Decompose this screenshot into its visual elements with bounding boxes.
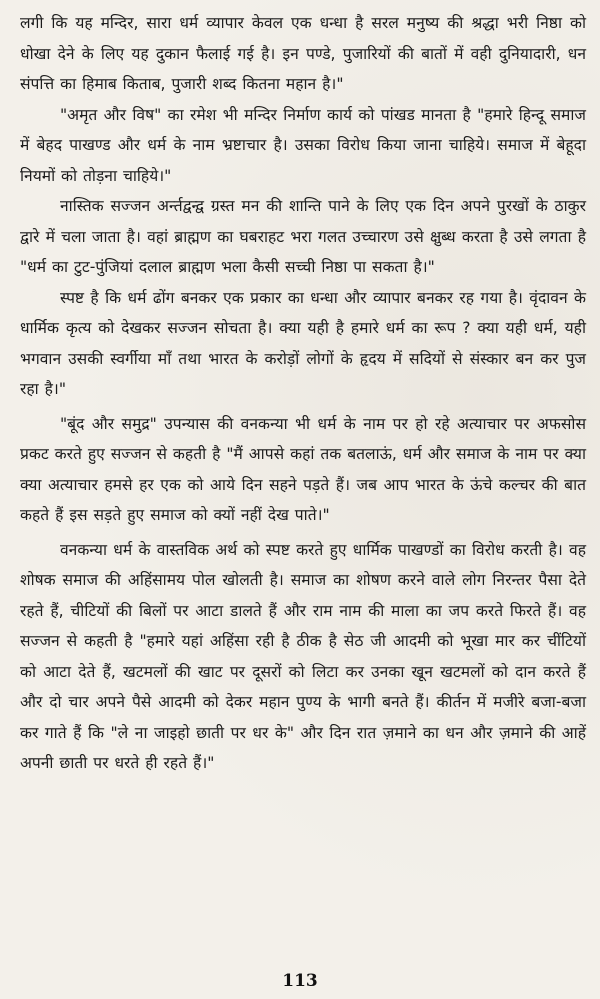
paragraph-3: नास्तिक सज्जन अर्न्तद्वन्द्व ग्रस्त मन की शान्ति पाने के लिए एक दिन अपने पुरखों के ठाकुर द्वारे में चला जाता है। वहां ब्राह्मण का घबराहट भरा गलत उच्चारण उसे क्षुब्ध करता है उसे लगता है "धर्म का टुट-पुंजियां दलाल ब्राह्मण भला कैसी सच्ची निष्ठा पा सकता है।" (20, 197, 586, 276)
paragraph-1: लगी कि यह मन्दिर, सारा धर्म व्यापार केवल एक धन्धा है सरल मनुष्य की श्रद्धा भरी निष्ठा को धोखा देने के लिए यह दुकान फैलाई गई है। इन पण्डे, पुजारियों की बातों में वही दुनियादारी, धन संपत्ति का हिमाब किताब, पुजारी शब्द कितना महान है।" (20, 14, 586, 93)
page-number: 113 (282, 971, 318, 991)
paragraph-5: "बूंद और समुद्र" उपन्यास की वनकन्या भी धर्म के नाम पर हो रहे अत्याचार पर अफसोस प्रकट करते हुए सज्जन से कहती है "मैं आपसे कहां तक बतलाऊं, धर्म और समाज के नाम पर क्या क्या अत्याचार हमसे हर एक को आये दिन सहने पड़ते हैं। जब आप भारत के ऊंचे कल्चर की बात कहते हैं इस सड़ते हुए समाज को क्यों नहीं देख पाते।" (20, 414, 586, 524)
paragraph-2: "अमृत और विष" का रमेश भी मन्दिर निर्माण कार्य को पांखड मानता है "हमारे हिन्दू समाज में बेहद पाखण्ड और धर्म के नाम भ्रष्टाचार है। उसका विरोध किया जाना चाहिये। समाज में बेहूदा नियमों को तोड़ना चाहिये।" (20, 105, 586, 185)
paragraph-4: स्पष्ट है कि धर्म ढोंग बनकर एक प्रकार का धन्धा और व्यापार बनकर रह गया है। वृंदावन के धार्मिक कृत्य को देखकर सज्जन सोचता है। क्या यही है हमारे धर्म का रूप ? क्या यही धर्म, यही भगवान उसकी स्वर्गीया माँ तथा भारत के करोड़ों लोगों के हृदय में सदियों से संस्कार बन कर पुज रहा है।" (20, 288, 586, 398)
paragraph-6: वनकन्या धर्म के वास्तविक अर्थ को स्पष्ट करते हुए धार्मिक पाखण्डों का विरोध करती है। वह शोषक समाज की अहिंसामय पोल खोलती है। समाज का शोषण करने वाले लोग निरन्तर पैसा देते रहते हैं, चीटियों की बिलों पर आटा डालते हैं और राम नाम की माला का जप करते फिरते हैं। वह सज्जन से कहती है "हमारे यहां अहिंसा रही है ठीक है सेठ जी आदमी को भूखा मार कर चींटियों को आटा देते हैं, खटमलों की खाट पर दूसरों को लिटा कर उनका खून खटमलों को दान करते हैं और दो चार अपने पैसे आदमी को देकर महान पुण्य के भागी बनते हैं। कीर्तन में मजीरे बजा-बजा कर गाते हैं कि "ले ना जाइहो छाती पर धर के" और दिन रात ज़माने का धन और ज़माने की आहें अपनी छाती पर धरते ही रहते हैं।" (20, 540, 586, 772)
